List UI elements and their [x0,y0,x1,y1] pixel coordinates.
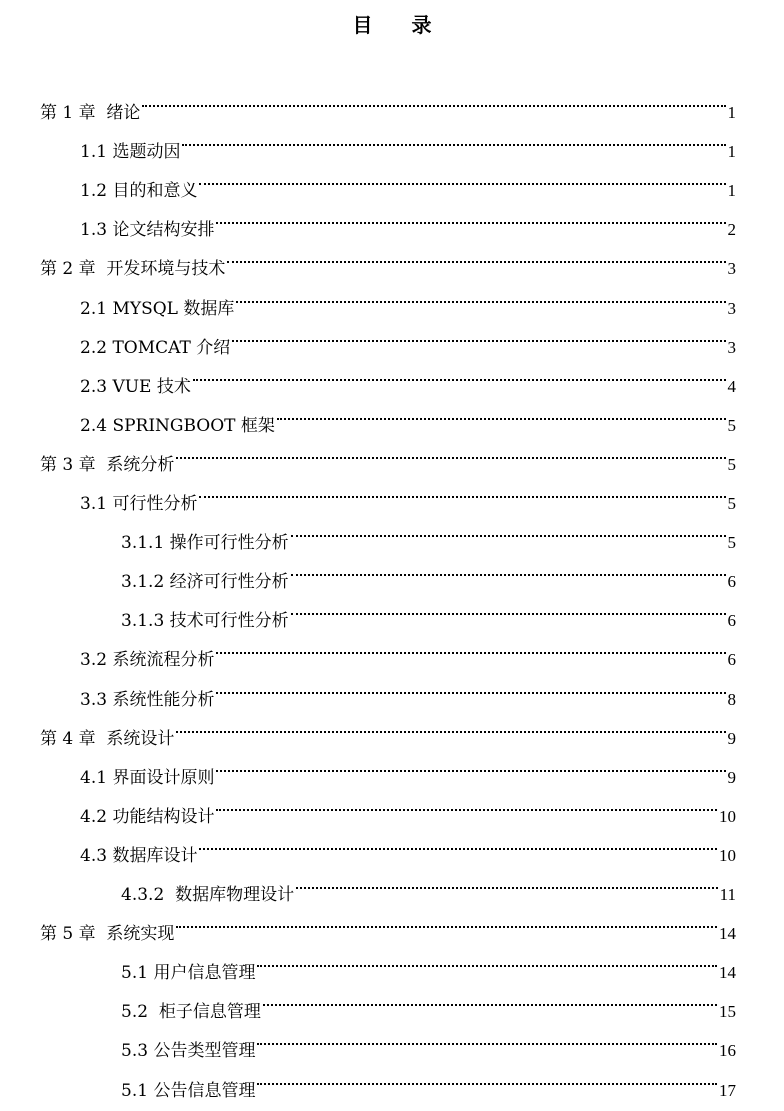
toc-entry-label: 1.2 目的和意义 [80,181,198,201]
toc-dot-leader [182,118,725,157]
toc-entry-label: 5.3 公告类型管理 [121,1041,256,1061]
toc-entry[interactable] [80,157,736,201]
toc-entry-label: 3.1.2 经济可行性分析 [121,572,289,592]
toc-entry[interactable] [80,392,736,436]
toc-page-number: 3 [727,299,736,318]
toc-page-number: 15 [719,1002,736,1021]
toc-entry[interactable] [40,235,736,279]
toc-entry[interactable] [80,353,736,397]
toc-dot-leader [257,1017,717,1056]
toc-dot-leader [199,470,725,509]
toc-page-number: 14 [719,963,736,982]
toc-dot-leader [216,196,725,235]
toc-page-number: 6 [727,650,736,669]
toc-entry[interactable] [40,79,736,123]
toc-entry-label: 4.3 数据库设计 [80,846,198,866]
toc-entry-label: 第 4 章 系统设计 [40,729,175,749]
toc-entry-label: 3.3 系统性能分析 [80,690,215,710]
toc-page-number: 1 [727,142,736,161]
toc-entry[interactable] [121,587,736,631]
toc-dot-leader [227,235,725,274]
toc-page-number: 14 [719,924,736,943]
toc-dot-leader [176,431,725,470]
toc-page-number: 10 [719,807,736,826]
toc-entry-label: 2.2 TOMCAT 介绍 [80,338,231,358]
toc-page-number: 2 [727,220,736,239]
toc-dot-leader [142,79,725,118]
toc-page-number: 6 [727,611,736,630]
toc-dot-leader [257,1057,717,1096]
toc-entry[interactable] [121,548,736,592]
toc-page-number: 3 [727,338,736,357]
toc-dot-leader [216,783,717,822]
toc-page-number: 9 [727,768,736,787]
toc-entry[interactable] [80,744,736,788]
toc-page-number: 5 [727,494,736,513]
toc-entry-label: 2.1 MYSQL 数据库 [80,299,235,319]
toc-page-number: 8 [727,690,736,709]
toc-entry-label: 5.1 公告信息管理 [121,1081,256,1101]
toc-page-number: 5 [727,533,736,552]
toc-entry-label: 5.1 用户信息管理 [121,963,256,983]
toc-entry-label: 第 2 章 开发环境与技术 [40,259,226,279]
toc-entry[interactable] [121,1017,736,1061]
toc-entry[interactable] [40,900,736,944]
toc-page-number: 5 [727,455,736,474]
toc-entry-label: 2.4 SPRINGBOOT 框架 [80,416,275,436]
toc-dot-leader [257,939,717,978]
toc-entry[interactable] [121,978,736,1022]
toc-entry[interactable] [121,861,736,905]
toc-page-number: 10 [719,846,736,865]
toc-entry[interactable] [80,626,736,670]
toc-dot-leader [216,626,725,665]
toc-entry[interactable] [40,705,736,749]
toc-entry[interactable] [121,1057,736,1101]
toc-entry-label: 4.3.2 数据库物理设计 [121,885,295,905]
toc-page-number: 6 [727,572,736,591]
toc-entry-label: 3.1.1 操作可行性分析 [121,533,289,553]
toc-entry-label: 3.1.3 技术可行性分析 [121,611,289,631]
toc-page-number: 9 [727,729,736,748]
toc-entry-label: 1.3 论文结构安排 [80,220,215,240]
toc-entry-label: 第 3 章 系统分析 [40,455,175,475]
toc-page-number: 3 [727,259,736,278]
toc-dot-leader [232,314,725,353]
toc-dot-leader [193,353,726,392]
toc-entry[interactable] [121,939,736,983]
toc-dot-leader [296,861,718,900]
toc-entry-label: 5.2 柜子信息管理 [121,1002,261,1022]
toc-page-number: 1 [727,181,736,200]
toc-page-number: 1 [727,103,736,122]
toc-page-number: 17 [719,1081,736,1100]
toc-page-number: 11 [719,885,736,904]
toc-page-number: 16 [719,1041,736,1060]
toc-dot-leader [216,666,725,705]
toc-entry-label: 2.3 VUE 技术 [80,377,191,397]
page-title: 目 录 [352,13,448,37]
toc-entry[interactable] [80,196,736,240]
toc-entry[interactable] [80,822,736,866]
toc-dot-leader [176,900,717,939]
toc-entry[interactable] [80,666,736,710]
toc-page-number: 5 [727,416,736,435]
toc-entry-label: 3.1 可行性分析 [80,494,198,514]
toc-dot-leader [236,275,725,314]
toc-dot-leader [291,548,726,587]
toc-entry[interactable] [80,314,736,358]
toc-entry[interactable] [121,509,736,553]
toc-entry[interactable] [40,431,736,475]
toc-dot-leader [199,157,725,196]
toc-entry[interactable] [80,118,736,162]
toc-dot-leader [291,587,726,626]
toc-entry-label: 第 1 章 绪论 [40,103,141,123]
toc-entry-label: 3.2 系统流程分析 [80,650,215,670]
toc-entry-label: 4.2 功能结构设计 [80,807,215,827]
toc-entry-label: 4.1 界面设计原则 [80,768,215,788]
toc-dot-leader [263,978,717,1017]
toc-dot-leader [291,509,726,548]
toc-entry-label: 1.1 选题动因 [80,142,181,162]
toc-dot-leader [277,392,726,431]
toc-dot-leader [216,744,725,783]
toc-page-number: 4 [727,377,736,396]
toc-entry[interactable] [80,783,736,827]
toc-entry[interactable] [80,470,736,514]
toc-entry[interactable] [80,275,736,319]
toc-dot-leader [199,822,717,861]
toc-entry-label: 第 5 章 系统实现 [40,924,175,944]
toc-dot-leader [176,705,725,744]
